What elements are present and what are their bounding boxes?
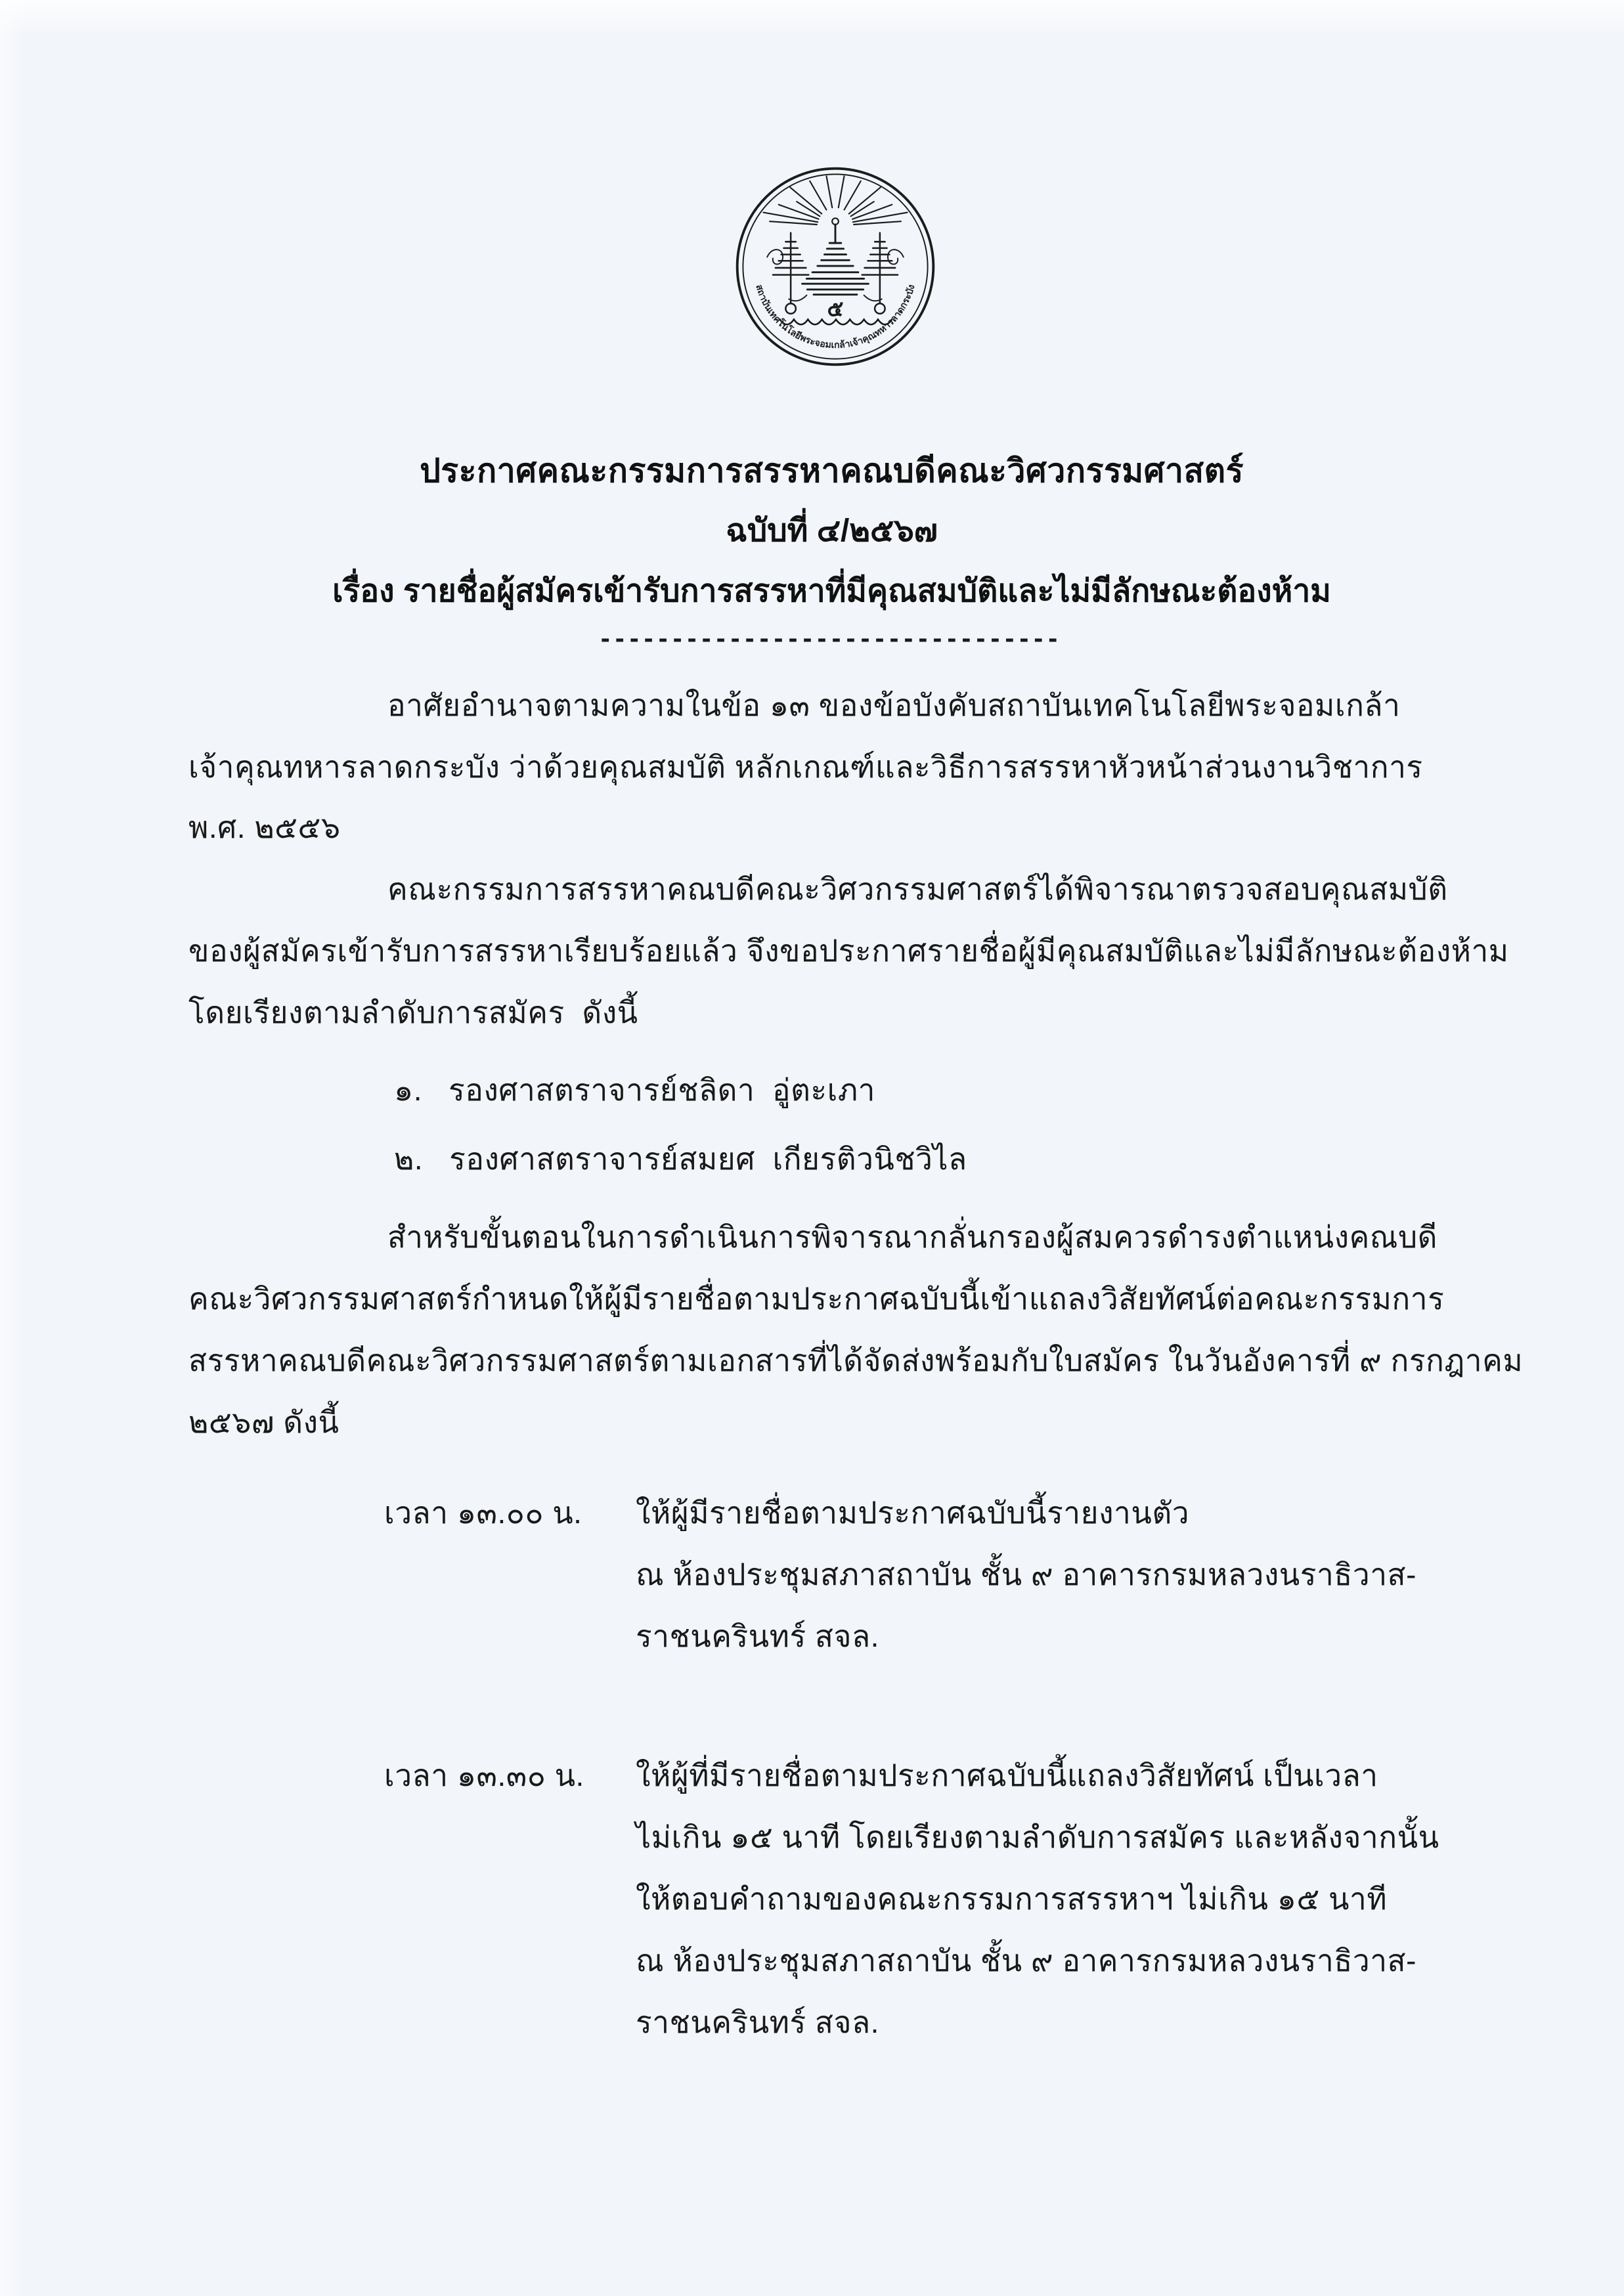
paragraph-line: ๒๕๖๗ ดังนี้ <box>188 1405 340 1439</box>
paragraph-line: คณะกรรมการสรรหาคณบดีคณะวิศวกรรมศาสตร์ได้พิจารณาตรวจสอบคุณสมบัติ <box>387 872 1448 906</box>
seal-crown-icon <box>802 218 869 294</box>
seal-institute-name: สถาบันเทคโนโลยีพระจอมเกล้าเจ้าคุณทหารลาดกระบัง <box>754 283 917 351</box>
schedule-line: ณ ห้องประชุมสภาสถาบัน ชั้น ๙ อาคารกรมหลวงนราธิวาส- <box>636 1943 1416 1978</box>
paragraph-line: สรรหาคณบดีคณะวิศวกรรมศาสตร์ตามเอกสารที่ได้จัดส่งพร้อมกับใบสมัคร ในวันอังคารที่ ๙ กรกฎาคม <box>188 1343 1524 1377</box>
schedule-time: เวลา ๑๓.๐๐ น. <box>384 1496 582 1530</box>
dashed-separator: -------------------------------- <box>600 622 1063 653</box>
announcement-subject: เรื่อง รายชื่อผู้สมัครเข้ารับการสรรหาที่มีคุณสมบัติและไม่มีลักษณะต้องห้าม <box>332 574 1331 609</box>
candidate-number: ๑. <box>394 1073 422 1107</box>
paragraph-line: เจ้าคุณทหารลาดกระบัง ว่าด้วยคุณสมบัติ หลักเกณฑ์และวิธีการสรรหาหัวหน้าส่วนงานวิชาการ <box>188 750 1423 784</box>
seal-cloud-band-icon <box>780 319 892 324</box>
kmitl-seal-graphic <box>730 162 940 372</box>
announcement-title: ประกาศคณะกรรมการสรรหาคณบดีคณะวิศวกรรมศาสตร์ <box>420 452 1244 489</box>
paragraph-line: คณะวิศวกรรมศาสตร์กำหนดให้ผู้มีรายชื่อตามประกาศฉบับนี้เข้าแถลงวิสัยทัศน์ต่อคณะกรรมการ <box>188 1282 1445 1316</box>
schedule-line: ให้ตอบคำถามของคณะกรรมการสรรหาฯ ไม่เกิน ๑๕ นาที <box>636 1882 1388 1916</box>
seal-numeral-five: ๕ <box>827 296 844 321</box>
schedule-line: ให้ผู้ที่มีรายชื่อตามประกาศฉบับนี้แถลงวิสัยทัศน์ เป็นเวลา <box>636 1758 1378 1792</box>
schedule-line: ราชนครินทร์ สจล. <box>636 2005 879 2039</box>
announcement-number: ฉบับที่ ๔/๒๕๖๗ <box>726 513 938 548</box>
candidate-name: รองศาสตราจารย์ชลิดา อู่ตะเภา <box>448 1073 875 1107</box>
schedule-line: ราชนครินทร์ สจล. <box>636 1619 879 1653</box>
kmitl-seal <box>730 162 940 372</box>
candidate-item <box>394 1069 875 1111</box>
paragraph-line: พ.ศ. ๒๕๕๖ <box>188 810 341 844</box>
paragraph-line: อาศัยอำนาจตามความในข้อ ๑๓ ของข้อบังคับสถาบันเทคโนโลยีพระจอมเกล้า <box>387 688 1401 722</box>
seal-left-parasol-icon <box>773 233 808 314</box>
seal-right-parasol-icon <box>862 233 898 314</box>
schedule-line: ไม่เกิน ๑๕ นาที โดยเรียงตามลำดับการสมัคร และหลังจากนั้น <box>636 1820 1439 1854</box>
candidate-number: ๒. <box>394 1142 424 1176</box>
paragraph-line: โดยเรียงตามลำดับการสมัคร ดังนี้ <box>188 995 638 1029</box>
schedule-line: ให้ผู้มีรายชื่อตามประกาศฉบับนี้รายงานตัว <box>636 1496 1190 1530</box>
candidate-item <box>394 1138 967 1180</box>
candidate-name: รองศาสตราจารย์สมยศ เกียรติวนิชวิไล <box>449 1142 967 1176</box>
paragraph-line: ของผู้สมัครเข้ารับการสรรหาเรียบร้อยแล้ว จึงขอประกาศรายชื่อผู้มีคุณสมบัติและไม่มีลักษณะต้องห้าม <box>188 934 1509 968</box>
schedule-time: เวลา ๑๓.๓๐ น. <box>384 1758 584 1792</box>
paragraph-line: สำหรับขั้นตอนในการดำเนินการพิจารณากลั่นกรองผู้สมควรดำรงตำแหน่งคณบดี <box>387 1220 1438 1254</box>
schedule-line: ณ ห้องประชุมสภาสถาบัน ชั้น ๙ อาคารกรมหลวงนราธิวาส- <box>636 1557 1416 1592</box>
